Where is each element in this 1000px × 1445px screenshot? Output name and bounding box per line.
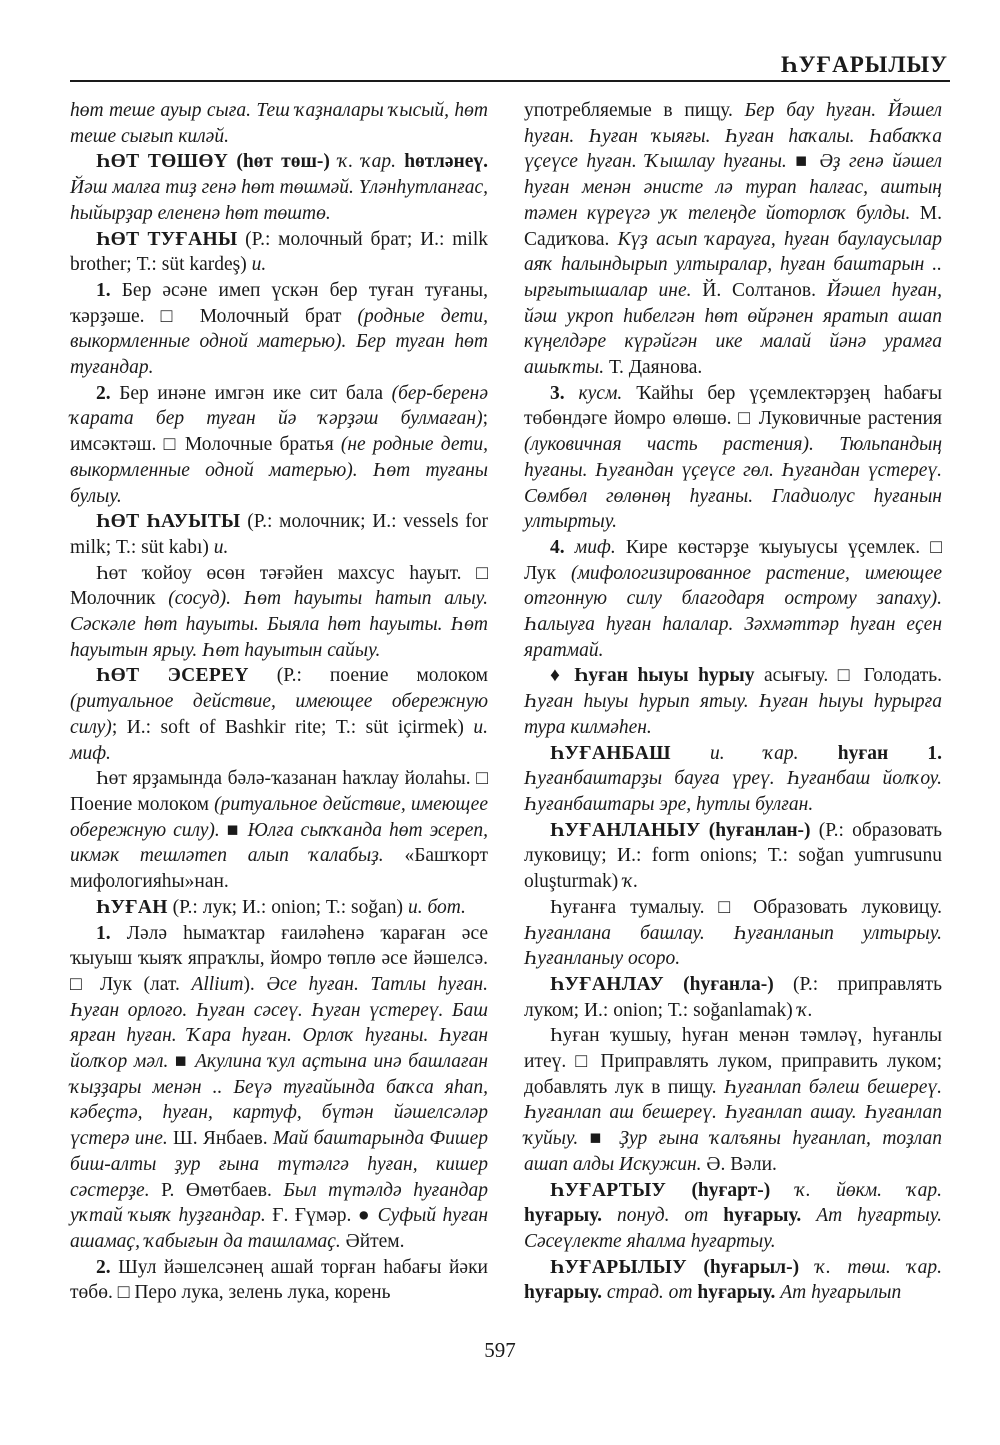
bold-text: 2. (96, 1256, 111, 1278)
text-run: М. Садиҡова. (524, 202, 943, 250)
text-run: (Р.: молочный брат; И.: milk brother; Т.: süt kardeş) (70, 228, 488, 276)
headword: ҺУҒАРЫЛЫУ (550, 1256, 687, 1278)
right-column (524, 98, 942, 1306)
text-run: Шул йәшелсәнең ашай торған һабағы йәки төбө. □ Перо лука, зелень лука, корень (70, 1256, 488, 1304)
headword: ҺӨТ ТӨШӨҮ (96, 151, 229, 173)
text-run: Р. Өмөтбаев. (149, 1179, 284, 1201)
italic-text: страд. от (606, 1282, 693, 1304)
bold-text: һөтләнеү. (404, 151, 489, 173)
italic-text: Был түтәлдә һуғандар уҡтай ҡыяҡ һуҙғандар. (70, 1179, 488, 1227)
text-run: ; имсәктәш. □ Молочные братья (70, 408, 488, 456)
italic-text: Allium (191, 973, 244, 995)
text-run (565, 537, 575, 558)
dictionary-entry (524, 1255, 942, 1306)
dictionary-sense (524, 381, 942, 535)
dictionary-sense (70, 766, 488, 895)
dictionary-entry (524, 741, 942, 818)
text-run: Бер инәне имгән ике сит бала (110, 382, 392, 404)
bold-text: (һуғанлан-) (708, 819, 811, 841)
text-run (666, 1180, 691, 1201)
italic-text: Йәшел һуған, йәш укроп һибелгән һөт өйрәнен яратып ашап күңелдәре күрәйгән ике малай йәнә урамға ашыҡты. (524, 279, 942, 379)
italic-text: (ритуальное действие, имеющее обережную силу). (70, 793, 488, 841)
italic-text: Юлға сыҡҡанда һөт эсереп, икмәк тешләтеп алып ҡалабыҙ. (70, 819, 488, 867)
italic-text: Һуғанбаштарҙы бауға үреү. Һуғанбаш йолҡоу. Һуғанбаштары эре, һутлы булған. (524, 768, 942, 815)
text-run: «Башҡорт мифологияһы»нан. (70, 845, 488, 893)
headword: ҺУҒАНЛАНЫУ (550, 819, 701, 841)
text-run: Ә. Вәли. (701, 1153, 777, 1175)
dictionary-cont (524, 98, 942, 381)
text-run: ; И.: soft of Bashkir rite; Т.: süt içirmek) (111, 716, 474, 738)
dictionary-sense (70, 1255, 488, 1306)
text-run: ♦ (550, 665, 575, 687)
dictionary-entry (70, 663, 488, 766)
italic-text: кусм. (578, 382, 623, 404)
dictionary-phrase (524, 663, 942, 740)
italic-text: (сосуд). Һөт һауыты һатып алыу. Сәскәле һөт һауыты. Быяла һөт һауыты. Һөт һауытын ярыу. Һөт һауытын сайыу. (70, 588, 488, 661)
text-run (602, 1205, 617, 1226)
text-run (799, 743, 838, 764)
text-run: Әйтем. (340, 1230, 405, 1252)
text-run: Һөт ярҙамында бәлә-ҡазанан һаҡлау йолаһы. □ Поение молоком (70, 768, 488, 815)
text-run: асығыу. □ Голодать. (754, 665, 942, 687)
text-run (799, 1257, 816, 1278)
italic-text: и. (213, 536, 229, 558)
bold-text: (һуғанла-) (683, 973, 774, 995)
dictionary-sense (524, 535, 942, 664)
dictionary-sense (70, 381, 488, 510)
text-run: ■ (168, 1051, 195, 1073)
italic-text: и. миф. (70, 716, 488, 764)
text-run: Ләлә һымаҡтар ғаиләһенә ҡараған әсе ҡыуыш ҡыяҡ япраҡлы, йомро төплө әсе йәшелсә. □ Лук (лат. (70, 922, 488, 995)
text-run (687, 1257, 704, 1278)
italic-text: Май баштарында Фишер биш-алты ҙур ғына түтәлгә һуған, кишер сәстерҙе. (70, 1128, 488, 1201)
text-run: Ҡайһы бер үҫемлектәрҙең һабағы төбөндәге йомро өлөшө. □ Луковичные растения (524, 382, 943, 430)
italic-text: Әҙ генә йәшел һуған менән әнисте лә турап һалғас, аштың тәмен күреүгә уҡ телеңде йоторлоҡ булды. (524, 151, 942, 224)
dictionary-entry (524, 818, 942, 895)
text-run: ■ (578, 1128, 620, 1150)
dictionary-entry (524, 1178, 942, 1255)
italic-text: (луковичная часть растения). Тюльпандың һуғаны. Һуғандан үҫеүсе гөл. Һуғандан үстереү. Сөмбөл гөлөнөң һуғаны. Гладиолус һуғанын ултыртыу. (524, 434, 942, 533)
text-run (701, 820, 709, 841)
text-run: Й. Солтанов. (691, 279, 827, 301)
italic-text: Акулина ҡул аҫтына инә башлаған ҡыҙҙары менән .. Беүә туғайында баҡса яһап, кәбеҫтә, һуған, картуф, бүтән йәшелсәләр үстерә ине. (70, 1051, 488, 1150)
italic-text: Һуғанлап бәлеш бешереү. Һуғанлап аш бешереү. Һуғанлап ашау. Һуғанлап ҡуйыу. (524, 1076, 942, 1150)
text-run: (Р.: молочник; И.: vessels for milk; Т.: süt kabı) (70, 511, 488, 558)
italic-text: Бер бау һуған. Йәшел һуған. Һуған ҡыяғы. Һуған һаҡалы. Һабаҡҡа үҫеүсе һуған. Ҡышлау һуғаны. (524, 100, 942, 173)
text-run (330, 151, 338, 172)
italic-text: ҡ. төш. ҡар. (815, 1256, 942, 1278)
headword: ҺУҒАНБАШ (550, 742, 671, 764)
dictionary-sense (70, 561, 488, 664)
text-run: Һуған ҡушыу, һуған менән тәмләү, һуғанлы итеү. □ Приправлять луком, приправить луком; добавлять лук в пищу. (524, 1025, 942, 1098)
text-run: Ш. Янбаев. (167, 1128, 273, 1150)
text-run (565, 383, 579, 404)
bold-text: һуғарыу. (697, 1282, 776, 1304)
headword: ҺУҒАН (96, 896, 168, 918)
bold-text: һуғарыу. (524, 1282, 602, 1304)
text-run (396, 151, 404, 172)
italic-text: ҡ. (623, 871, 639, 893)
text-run (770, 1180, 795, 1201)
text-run: Ғ. Ғүмәр. ● (265, 1205, 378, 1227)
text-run (708, 1205, 723, 1226)
text-run: (Р.: образовать луковицу; И.: form onions; Т.: soğan yumrusunu oluşturmak) (524, 819, 943, 893)
italic-text: Ат һуғарылып (780, 1282, 902, 1304)
italic-text: понуд. от (616, 1205, 709, 1227)
headword: ҺӨТ ТУҒАНЫ (96, 228, 238, 250)
italic-text: Ҙур ғына ҡалъяны һуғанлап, тоҙлап ашап алды Искужин. (524, 1128, 942, 1175)
italic-text: ҡ. (797, 999, 813, 1021)
headword: ҺӨТ ҺАУЫТЫ (96, 511, 241, 533)
text-run: Т. Даянова. (604, 357, 703, 379)
text-run: ). (243, 973, 267, 995)
left-column (70, 98, 488, 1306)
text-run: употребляемые в пищу. (524, 100, 745, 121)
dictionary-sense (70, 921, 488, 1255)
text-run: Һуғанға тумалыу. □ Образовать луковицу. (550, 896, 942, 918)
bold-text: һуғарыу. (524, 1205, 602, 1227)
dictionary-entry (524, 972, 942, 1023)
text-run: Кире көстәрҙе ҡыуыусы үҫемлек. □ Лук (524, 536, 943, 584)
italic-text: (ритуальное действие, имеющее обережную силу) (70, 691, 488, 738)
bold-text: Һуған һыуы һурыу (574, 665, 755, 687)
italic-text: и. бот. (407, 896, 466, 918)
headword: ҺУҒАНЛАУ (550, 973, 664, 995)
text-run: ■ (786, 151, 820, 173)
dictionary-entry (70, 895, 488, 921)
text-run: Бер әсәне имеп үскән бер туған туғаны, ҡәрҙәше. □ Молочный брат (70, 279, 488, 327)
text-run: ■ (219, 819, 248, 841)
italic-text: (мифологизированное растение, имеющее отгонную силу благодаря острому запаху). Һалыуға һуған һалалар. Зәхмәттәр һуған еҫен яратмай. (524, 562, 942, 661)
bold-text: 1. (96, 922, 111, 944)
dictionary-entry (70, 509, 488, 560)
bold-text: (һөт төш-) (236, 151, 330, 173)
italic-text: (не родные дети, выкормленные одной матерью). Һөт туғаны булыу. (70, 434, 488, 507)
text-run: Һөт ҡойоу өсөн тәғәйен махсус һауыт. □ Молочник (70, 562, 488, 610)
bold-text: (һуғарыл-) (703, 1256, 800, 1278)
text-run: (Р.: поение молоком (248, 665, 488, 687)
italic-text: Ат һуғартыу. Сәсеүлекте яһалма һуғартыу. (524, 1205, 943, 1252)
italic-text: (бер-беренә ҡарата бер туған йә ҡәрҙәш булмаған) (70, 382, 488, 430)
italic-text: и. (251, 254, 267, 276)
italic-text: Һуған һыуы һурып ятыу. Һуған һыуы һурырға тура килмәһен. (524, 691, 942, 738)
bold-text: 3. (550, 382, 565, 404)
dictionary-cont (70, 98, 488, 149)
bold-text: һуған 1. (837, 742, 943, 764)
bold-text: 1. (96, 279, 111, 301)
italic-text: Күҙ асып ҡарауға, һуған баулаусылар аяҡ һалындырып ултыралар, һуған баштарын .. ырғытышалар ине. (524, 228, 942, 301)
text-run (664, 974, 683, 995)
text-run (671, 743, 710, 764)
italic-text: Әсе һуған. Татлы һуған. Һуған орлоғо. Һуған сәсеү. Һуған үстереү. Баш ярған һуған. Ҡара һуған. Орлоҡ һуғаны. Һуған йолҡор мәл. (70, 973, 488, 1073)
text-run: (Р.: приправлять луком; И.: onion; Т.: soğanlamak) (524, 973, 942, 1021)
headword: ҺӨТ ЭСЕРЕҮ (96, 665, 249, 687)
italic-text: Һуғанлана башлау. Һуғанланып ултырыу. Һуғанланыу осоро. (524, 922, 942, 970)
italic-text: (родные дети, выкормленные одной матерью). Бер туған һөт туғандар. (70, 305, 488, 379)
dictionary-entry (70, 227, 488, 278)
running-head: ҺУҒАРЫЛЫУ (780, 52, 948, 77)
italic-text: ҡ. йөкм. ҡар. (795, 1179, 942, 1201)
dictionary-sense (70, 278, 488, 381)
bold-text: һуғарыу. (723, 1205, 802, 1227)
italic-text: миф. (574, 536, 616, 558)
italic-text: һөт теше ауыр сыға. Теш ҡаҙналары ҡысый, һөт теше сығып киләй. (70, 100, 488, 147)
italic-text: ҡ. ҡар. (338, 151, 397, 173)
headword: ҺУҒАРТЫУ (550, 1179, 667, 1201)
dictionary-sense (524, 895, 942, 972)
header-rule (70, 80, 950, 82)
bold-text: 2. (96, 382, 111, 404)
italic-text: и. ҡар. (710, 742, 799, 764)
dictionary-sense (524, 1023, 942, 1177)
dictionary-entry (70, 149, 488, 226)
page-number: 597 (484, 1338, 516, 1362)
italic-text: Суфый һуған ашамаҫ, ҡабығын да ташламаҫ. (70, 1205, 488, 1252)
italic-text: Йәш малға тиҙ генә һөт төшмәй. Үләнһутланғас, һыйырҙар елененә һөт төштө. (70, 177, 488, 224)
text-run: (Р.: лук; И.: onion; Т.: soğan) (167, 896, 408, 918)
text-run (801, 1205, 816, 1226)
bold-text: 4. (550, 536, 565, 558)
bold-text: (һуғарт-) (691, 1179, 771, 1201)
